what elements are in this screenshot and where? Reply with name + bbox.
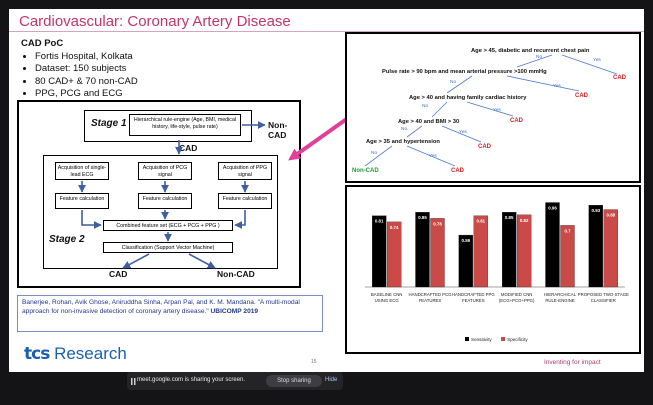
- legend-swatch: [501, 337, 505, 341]
- branch-no: No: [422, 104, 429, 109]
- citation-venue: UBICOMP 2019: [210, 308, 259, 315]
- logo-text: Research: [54, 344, 127, 363]
- tree-node-5: Age > 35 and hypertension: [366, 139, 440, 145]
- presentation-slide: [9, 9, 644, 372]
- stop-sharing-button[interactable]: Stop sharing: [266, 375, 322, 387]
- data-label: 0.93: [591, 208, 601, 214]
- stage1-noncad-label: Non-CAD: [268, 120, 288, 140]
- stage2-label: Stage 2: [49, 234, 85, 245]
- branch-yes: Yes: [553, 84, 561, 89]
- citation: [17, 295, 323, 332]
- bar-sensitivity-5: [589, 205, 603, 287]
- branch-no: No: [371, 151, 378, 156]
- data-label: 0.74: [389, 224, 399, 230]
- category-label: BASELINE CNN: [370, 292, 403, 297]
- tree-node-2: Pulse rate > 90 bpm and mean arterial pressure >100 mmHg: [382, 69, 547, 75]
- screen-share-bar: [127, 372, 343, 390]
- tree-node-4: Age > 40 and BMI > 30: [398, 119, 460, 125]
- category-label: PROPOSED TWO-STAGE: [577, 292, 629, 297]
- category-label: HIERARCHICAL: [544, 292, 576, 297]
- combined-feature-box: Combined feature set (ECG + PCG + PPG ): [103, 220, 233, 231]
- legend-swatch: [465, 337, 469, 341]
- branch-yes: Yes: [493, 108, 501, 113]
- data-label: 0.85: [504, 215, 514, 221]
- rule-engine-box: Hierarchical rule-engine (Age, BMI, medical history, life-style, pulse rate): [129, 114, 241, 136]
- bar-specificity-4: [561, 225, 575, 287]
- bar-specificity-5: [604, 210, 618, 287]
- category-label: (ECG+PCG+PPG): [498, 298, 535, 303]
- bar-specificity-1: [431, 218, 445, 287]
- branch-yes: Yes: [429, 154, 437, 159]
- bar-sensitivity-4: [546, 203, 560, 287]
- tree-cad-2: CAD: [575, 93, 588, 99]
- branch-no: No: [401, 127, 408, 132]
- legend-label: Specificity: [507, 337, 528, 342]
- data-label: 0.96: [548, 205, 557, 211]
- bar-specificity-2: [474, 216, 488, 287]
- page-number: 15: [311, 359, 317, 365]
- category-label: HANDCRAFTED PCG: [408, 292, 452, 297]
- tree-node-1: Age > 45, diabetic and recurrent chest pain: [471, 48, 590, 54]
- sharing-status-text: meet.google.com is sharing your screen.: [137, 377, 246, 383]
- bar-sensitivity-3: [502, 212, 516, 287]
- stage2-cad-label: CAD: [109, 269, 128, 279]
- hide-button[interactable]: Hide: [325, 377, 338, 383]
- data-label: 0.81: [476, 218, 486, 224]
- data-label: 0.59: [461, 238, 471, 244]
- poc-bullet: • Fortis Hospital, Kolkata: [35, 51, 138, 64]
- stage2-noncad-label: Non-CAD: [217, 269, 255, 279]
- branch-no: No: [536, 55, 543, 60]
- poc-heading: CAD PoC: [21, 38, 64, 49]
- category-label: HANDCRAFTED PPG: [451, 292, 495, 297]
- data-label: 0.85: [418, 215, 427, 221]
- feature-ecg-box: Feature calculation: [55, 193, 109, 209]
- citation-text: Banerjee, Rohan, Avik Ghose, Aniruddha Sinha, Arpan Pal, and K. M. Mandana. "A multi-modal approach for non-invasive detection of coronary artery disease.": [22, 299, 300, 315]
- stage1-label: Stage 1: [91, 118, 127, 129]
- tagline: Inventing for impact: [544, 359, 601, 366]
- category-label: USING ECG: [374, 298, 399, 303]
- data-label: 0.78: [433, 221, 442, 227]
- tree-noncad: Non-CAD: [352, 168, 379, 174]
- tcs-logo-mark: tcs: [24, 344, 50, 364]
- performance-chart-panel: [345, 185, 641, 354]
- tcs-research-logo: [24, 344, 127, 364]
- pause-icon: [131, 378, 136, 385]
- performance-bar-chart: [347, 187, 639, 352]
- legend-label: Sensitivity: [471, 337, 492, 342]
- category-label: MODIFIED CNN: [500, 292, 533, 297]
- two-stage-diagram: [17, 100, 301, 288]
- stage1-cad-label: CAD: [179, 143, 198, 153]
- decision-tree-panel: [345, 32, 641, 183]
- data-label: 0.81: [374, 218, 384, 224]
- feature-pcg-box: Feature calculation: [138, 193, 192, 209]
- diagram-arrows: [19, 102, 299, 286]
- slide-title: Cardiovascular: Coronary Artery Disease: [19, 13, 291, 30]
- bar-specificity-3: [517, 215, 531, 287]
- category-label: FEATURES: [462, 298, 485, 303]
- tree-node-3: Age > 40 and having family cardiac history: [409, 95, 527, 101]
- bar-specificity-0: [387, 222, 401, 287]
- branch-yes: Yes: [593, 58, 601, 63]
- bar-sensitivity-0: [372, 216, 386, 287]
- data-label: 0.82: [519, 217, 529, 223]
- acq-ecg-box: Acquisition of single-lead ECG: [55, 162, 109, 180]
- bar-sensitivity-1: [416, 212, 430, 287]
- branch-yes: Yes: [459, 130, 467, 135]
- tree-cad-1: CAD: [613, 75, 626, 81]
- feature-ppg-box: Feature calculation: [218, 193, 272, 209]
- acq-pcg-box: Acquisition of PCG signal: [138, 162, 192, 180]
- poc-bullet: • 80 CAD+ & 70 non-CAD: [35, 76, 138, 89]
- tree-cad-5: CAD: [451, 168, 464, 174]
- poc-bullet: • PPG, PCG and ECG: [35, 88, 138, 101]
- branch-no: No: [450, 80, 457, 85]
- svm-classifier-box: Classification (Support Vector Machine): [103, 242, 233, 253]
- poc-bullet: • Dataset: 150 subjects: [35, 63, 138, 76]
- poc-bullet-list: [21, 51, 138, 101]
- poc-summary: [21, 38, 138, 101]
- tree-cad-3: CAD: [510, 118, 523, 124]
- tree-edges: [347, 34, 639, 181]
- data-label: 0.88: [606, 212, 616, 218]
- category-label: RULE-ENGINE: [545, 298, 575, 303]
- data-label: 0.7: [564, 228, 571, 234]
- category-label: FEATURES: [418, 298, 442, 303]
- acq-ppg-box: Acquisition of PPG signal: [218, 162, 272, 180]
- tree-cad-4: CAD: [478, 144, 491, 150]
- category-label: CLASSIFIER: [590, 298, 616, 303]
